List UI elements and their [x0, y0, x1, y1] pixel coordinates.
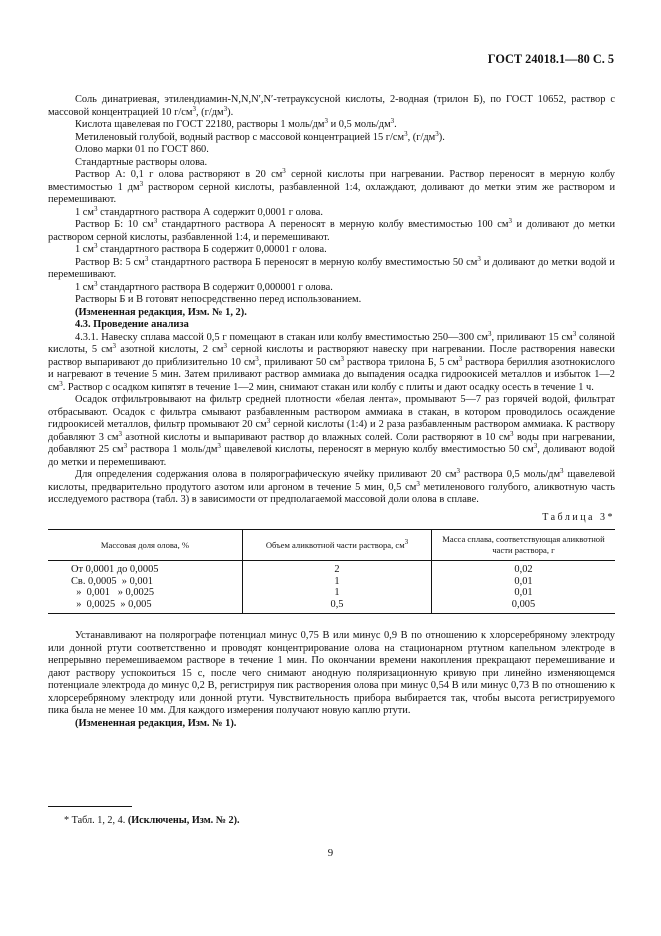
paragraph: 4.3. Проведение анализа [75, 319, 189, 330]
table-body [48, 561, 615, 614]
paragraph: Устанавливают на полярографе потенциал минус 0,75 В или минус 0,9 В по отношению к хлорсеребряному электроду или донной ртути соответственно и проводят концентрирование олова на стационарном ртутном капельном электроде в непрерывно перемешиваемом растворе в течение 1 мин. По окончании времени накопления прекращают перемешивание и дают раствору успокоиться 15 с, после чего снимают анодную поляризационную кривую при линейно изменяющемся потенциале электрода до минус 0,2 В, регистрируя пик растворения олова при минус 0,54 В или минус 0,73 В по отношению к хлорсеребряному электроду или донной ртути. Чувствительность прибора выбирается так, чтобы высота регистрируемого пика была не менее 10 мм. Для каждого измерения получают новую каплю ртути. [48, 630, 615, 716]
table-header-row [48, 530, 615, 561]
paragraph: Кислота щавелевая по ГОСТ 22180, растворы 1 моль/$дм^3$ и 0,5 моль/$дм^3$. [75, 117, 397, 130]
footnote-bold-text: (Исключены, Изм. № 2). [127, 815, 240, 826]
paragraph: Для определения содержания олова в полярографическую ячейку приливают 20 $см^3$ раствора 0,5 моль/$дм^3$ щавелевой кислоты, предварительно продутого азотом или аргоном в течение 5 мин, 0,5 $см^3$ метиленового голубого, аликвотную часть исследуемого раствора (табл. 3) в зависимости от предполагаемой массовой доли олова в сплаве. [48, 467, 616, 505]
page-number: 9 [327, 847, 334, 859]
paragraphs-bottom [48, 630, 615, 730]
table-header-cell: Масса сплава, соответствующая аликвотной части раствора, г [432, 530, 616, 561]
table-cell: 0,005 [432, 599, 616, 614]
table-row [48, 561, 615, 576]
table-row [48, 587, 615, 599]
paragraph: Олово марки 01 по ГОСТ 860. [75, 144, 209, 155]
paragraph: Растворы Б и В готовят непосредственно перед использованием. [75, 294, 362, 305]
table-header-cell: Массовая доля олова, % [48, 530, 243, 561]
footnote [64, 815, 240, 826]
table-cell: 0,02 [432, 561, 616, 576]
paragraph: Раствор А: 0,1 г олова растворяют в 20 $см^3$ серной кислоты при нагревании. Раствор переносят в мерную колбу вместимостью 1 $дм^3$ раствором серной кислоты, разбавленной 1:4, охлаждают, доливают до метки этим же раствором и перемешивают. [48, 167, 616, 205]
table-cell: 1 [243, 576, 432, 588]
table-header-cell: Объем аликвотной части раствора, $см^3$ [243, 530, 432, 561]
table-cell: » 0,0025 » 0,005 [48, 599, 243, 614]
table-cell: 0,01 [432, 576, 616, 588]
paragraph: 1 $см^3$ стандартного раствора В содержит 0,000001 г олова. [75, 279, 333, 293]
table-3 [48, 529, 615, 614]
document-body [48, 94, 615, 730]
paragraph: Раствор В: 5 $см^3$ стандартного раствора Б переносят в мерную колбу вместимостью 50 $см^3$ и доливают до метки водой и перемешивают. [48, 254, 615, 280]
footnote-text: * Табл. 1, 2, 4. [64, 815, 128, 826]
paragraph: Раствор Б: 10 $см^3$ стандартного раствора А переносят в мерную колбу вместимостью 100 $см^3$ и доливают до метки раствором серной кислоты, разбавленной 1:4, и перемешивают. [48, 217, 616, 243]
paragraph: (Измененная редакция, Изм. № 1). [75, 717, 237, 729]
table-cell: 0,5 [243, 599, 432, 614]
paragraphs-top [48, 94, 615, 507]
paragraph: Соль динатриевая, этилендиамин-N,N,N′,N′-тетрауксусной кислоты, 2-водная (трилон Б), по ГОСТ 10652, раствор с массовой концентрацией 10 $г/см^3$, $(г/дм^3)$. [48, 94, 615, 118]
table-cell: 1 [243, 587, 432, 599]
page-header: ГОСТ 24018.1—80 С. 5 [487, 52, 614, 66]
table-cell: 2 [243, 561, 432, 576]
paragraph: 1 $см^3$ стандартного раствора А содержит 0,0001 г олова. [75, 204, 324, 218]
paragraph: Метиленовый голубой, водный раствор с массовой концентрацией 15 $г/см^3$, $(г/дм^3)$. [75, 129, 445, 143]
paragraph: 1 $см^3$ стандартного раствора Б содержит 0,00001 г олова. [75, 242, 327, 255]
table-cell: От 0,0001 до 0,0005 [71, 564, 159, 575]
table-caption: Таблица 3* [542, 511, 615, 523]
footnote-rule [48, 806, 132, 807]
table-cell: » 0,001 » 0,0025 [71, 587, 155, 598]
table-cell: 0,01 [432, 587, 616, 599]
paragraph: Стандартные растворы олова. [75, 156, 208, 168]
table-cell: Св. 0,0005 » 0,001 [71, 575, 153, 587]
paragraph: Осадок отфильтровывают на фильтр средней плотности «белая лента», промывают 5—7 раз горячей водой, фильтрат отбрасывают. Осадок с фильтра смывают разбавленным раствором аммиака в стакан, в котором проводилось осаждение гидроокисей металлов, фильтр промывают 20 $см^3$ серной кислоты (1:4) и 2 раза разбавленным раствором аммиака. К раствору добавляют 3 $см^3$ азотной кислоты и выпаривают раствор до влажных солей. Соли растворяют в 10 $см^3$ воды при нагревании, добавляют 25 $см^3$ раствора 1 моль/$дм^3$ щавелевой кислоты, переносят в мерную колбу вместимостью 50 $см^3$, доливают водой до метки и перемешивают. [48, 394, 616, 468]
table-row [48, 576, 615, 588]
paragraph: (Измененная редакция, Изм. № 1, 2). [75, 306, 247, 318]
paragraph: 4.3.1. Навеску сплава массой 0,5 г помещают в стакан или колбу вместимостью 250—300 $см^3$, приливают 15 $см^3$ соляной кислоты, 5 $см^3$ азотной кислоты, 2 $см^3$ серной кислоты и растворяют навеску при нагревании. После растворения навески раствор выпаривают до приблизительно 10 $см^3$, приливают 50 $см^3$ раствора трилона Б, 5 $см^3$ раствора бериллия азотнокислого и нагревают в течение 5 мин. Затем приливают раствор аммиака до выпадения осадка гидроокисей металлов и избыток 1—2 $см^3$. Раствор с осадком кипятят в течение 1—2 мин, снимают стакан или колбу с плиты и дают осадку осесть в течение 1 ч. [48, 329, 615, 393]
table-row [48, 599, 615, 614]
